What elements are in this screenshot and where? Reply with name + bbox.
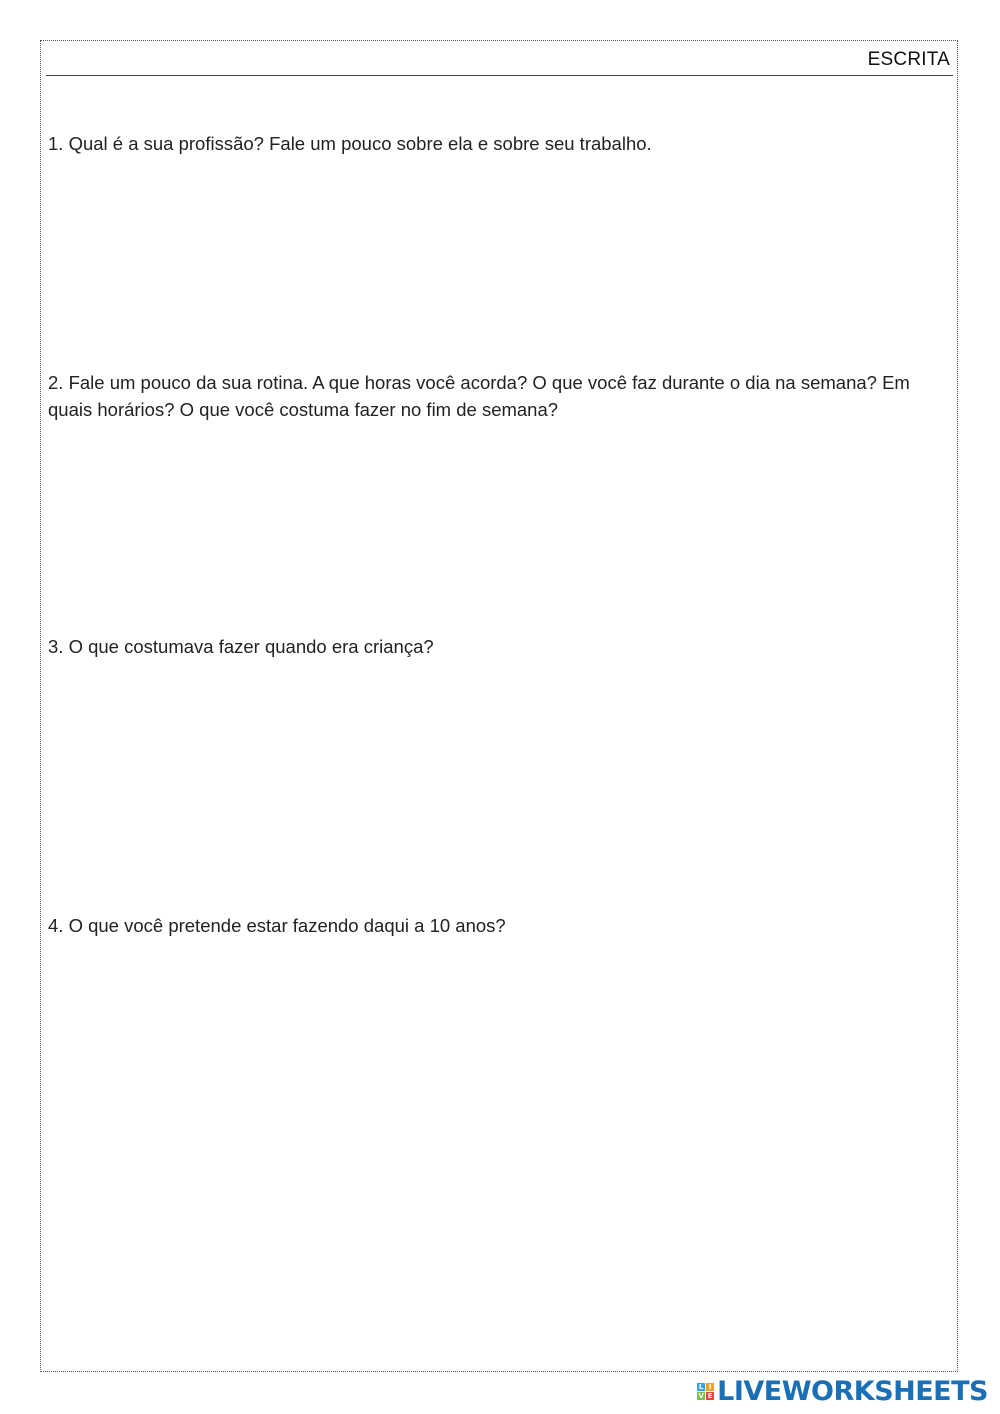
question-2: 2. Fale um pouco da sua rotina. A que horas você acorda? O que você faz durante o dia na semana? Em quais horários? O que você costuma fazer no fim de semana? <box>48 372 910 420</box>
logo-tile-v: V <box>698 1391 704 1400</box>
logo-tile-l: L <box>698 1382 704 1391</box>
worksheet-page <box>40 40 958 1372</box>
answer-area-2[interactable] <box>48 429 948 619</box>
header-divider <box>46 75 953 76</box>
answer-area-4[interactable] <box>48 947 948 1357</box>
answer-area-1[interactable] <box>48 165 948 355</box>
answer-area-3[interactable] <box>48 669 948 897</box>
question-1: 1. Qual é a sua profissão? Fale um pouco sobre ela e sobre seu trabalho. <box>48 133 652 154</box>
question-3: 3. O que costumava fazer quando era criança? <box>48 636 434 657</box>
section-title: ESCRITA <box>867 49 950 70</box>
liveworksheets-logo-icon <box>697 1383 714 1400</box>
logo-tile-e: E <box>707 1391 713 1400</box>
logo-tile-i: I <box>706 1383 714 1391</box>
liveworksheets-logo[interactable] <box>697 1376 988 1406</box>
question-4: 4. O que você pretende estar fazendo daqui a 10 anos? <box>48 915 506 936</box>
liveworksheets-logo-text: LIVEWORKSHEETS <box>717 1375 988 1407</box>
